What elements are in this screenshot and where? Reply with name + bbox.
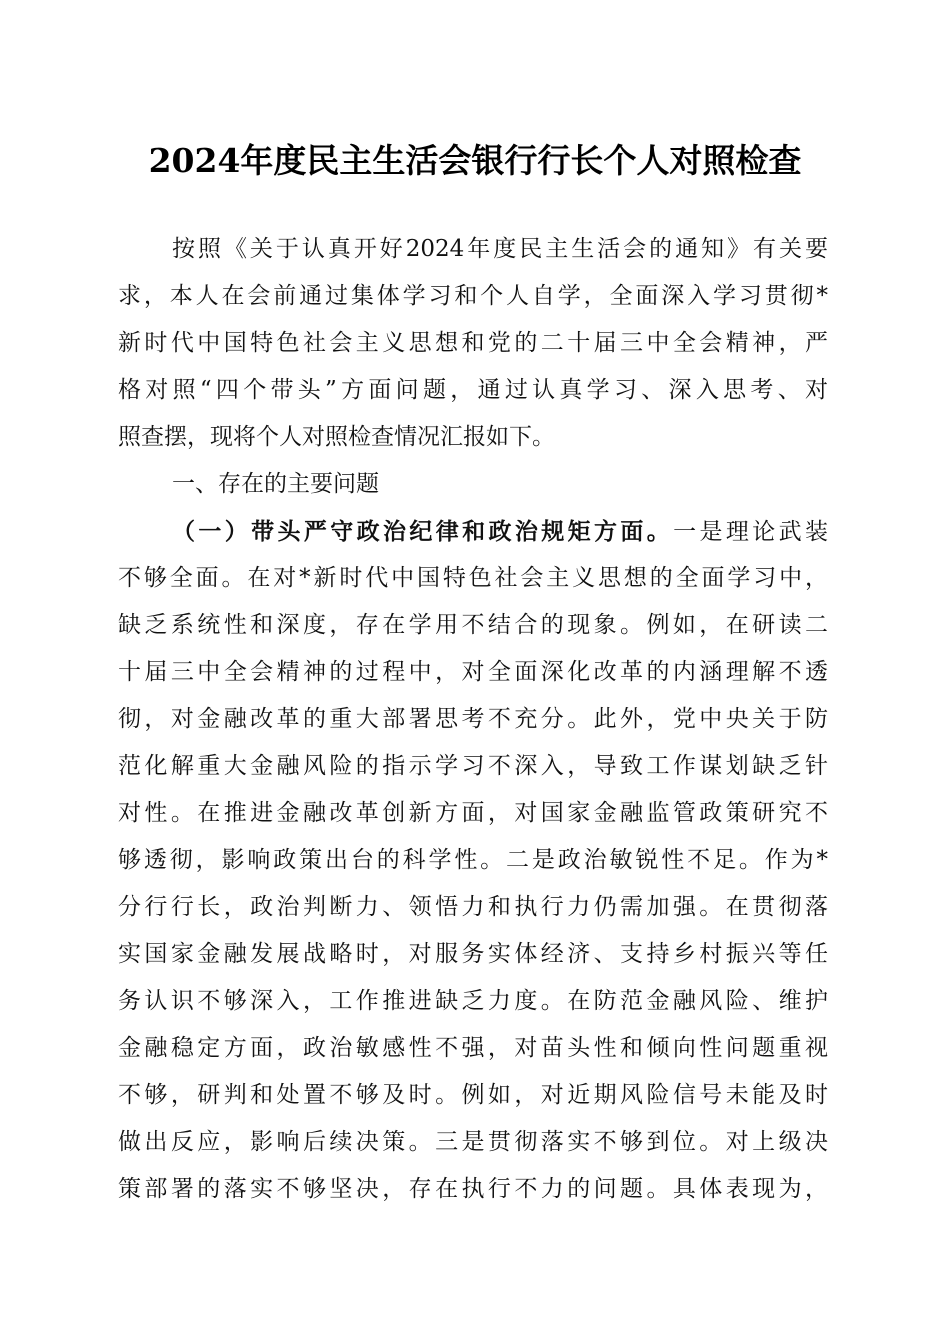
section-heading: 一、存在的主要问题 — [172, 471, 379, 497]
intro-paragraph — [118, 226, 828, 461]
paragraph-line: 够透彻，影响政策出台的科学性。二是政治敏锐性不足。作为* — [118, 847, 828, 873]
paragraph-line: 缺乏系统性和深度，存在学用不结合的现象。例如，在研读二 — [118, 612, 828, 638]
paragraph-line: 不够全面。在对*新时代中国特色社会主义思想的全面学习中， — [118, 565, 828, 591]
paragraph-line — [118, 508, 828, 555]
paragraph-line: 实国家金融发展战略时，对服务实体经济、支持乡村振兴等任 — [118, 941, 828, 967]
paragraph-line: 彻，对金融改革的重大部署思考不充分。此外，党中央关于防 — [118, 706, 828, 732]
paragraph-line: 按照《关于认真开好2024年度民主生活会的通知》有关要 — [172, 236, 828, 262]
paragraph-line: 十届三中全会精神的过程中，对全面深化改革的内涵理解不透 — [118, 659, 828, 685]
subsection-first-line-rest: 一是理论武装 — [673, 519, 828, 545]
paragraph-line: 求，本人在会前通过集体学习和个人自学，全面深入学习贯彻* — [118, 283, 828, 309]
paragraph-line: 不够，研判和处置不够及时。例如，对近期风险信号未能及时 — [118, 1082, 828, 1108]
paragraph-line: 策部署的落实不够坚决，存在执行不力的问题。具体表现为， — [118, 1176, 828, 1202]
paragraph-line: 对性。在推进金融改革创新方面，对国家金融监管政策研究不 — [118, 800, 828, 826]
paragraph-line: 做出反应，影响后续决策。三是贯彻落实不够到位。对上级决 — [118, 1129, 828, 1155]
subsection-lead: （一）带头严守政治纪律和政治规矩方面。 — [172, 518, 674, 545]
paragraph-line: 分行行长，政治判断力、领悟力和执行力仍需加强。在贯彻落 — [118, 894, 828, 920]
document-title: 2024年度民主生活会银行行长个人对照检查 — [148, 141, 802, 180]
paragraph-line: 金融稳定方面，政治敏感性不强，对苗头性和倾向性问题重视 — [118, 1035, 828, 1061]
subsection-paragraph — [118, 508, 828, 1213]
paragraph-line: 新时代中国特色社会主义思想和党的二十届三中全会精神，严 — [118, 330, 828, 356]
paragraph-line: 照查摆，现将个人对照检查情况汇报如下。 — [118, 424, 555, 450]
paragraph-line: 格对照“四个带头”方面问题，通过认真学习、深入思考、对 — [118, 377, 828, 403]
document-body — [118, 226, 828, 1213]
paragraph-line: 范化解重大金融风险的指示学习不深入，导致工作谋划缺乏针 — [118, 753, 828, 779]
paragraph-line: 务认识不够深入，工作推进缺乏力度。在防范金融风险、维护 — [118, 988, 828, 1014]
